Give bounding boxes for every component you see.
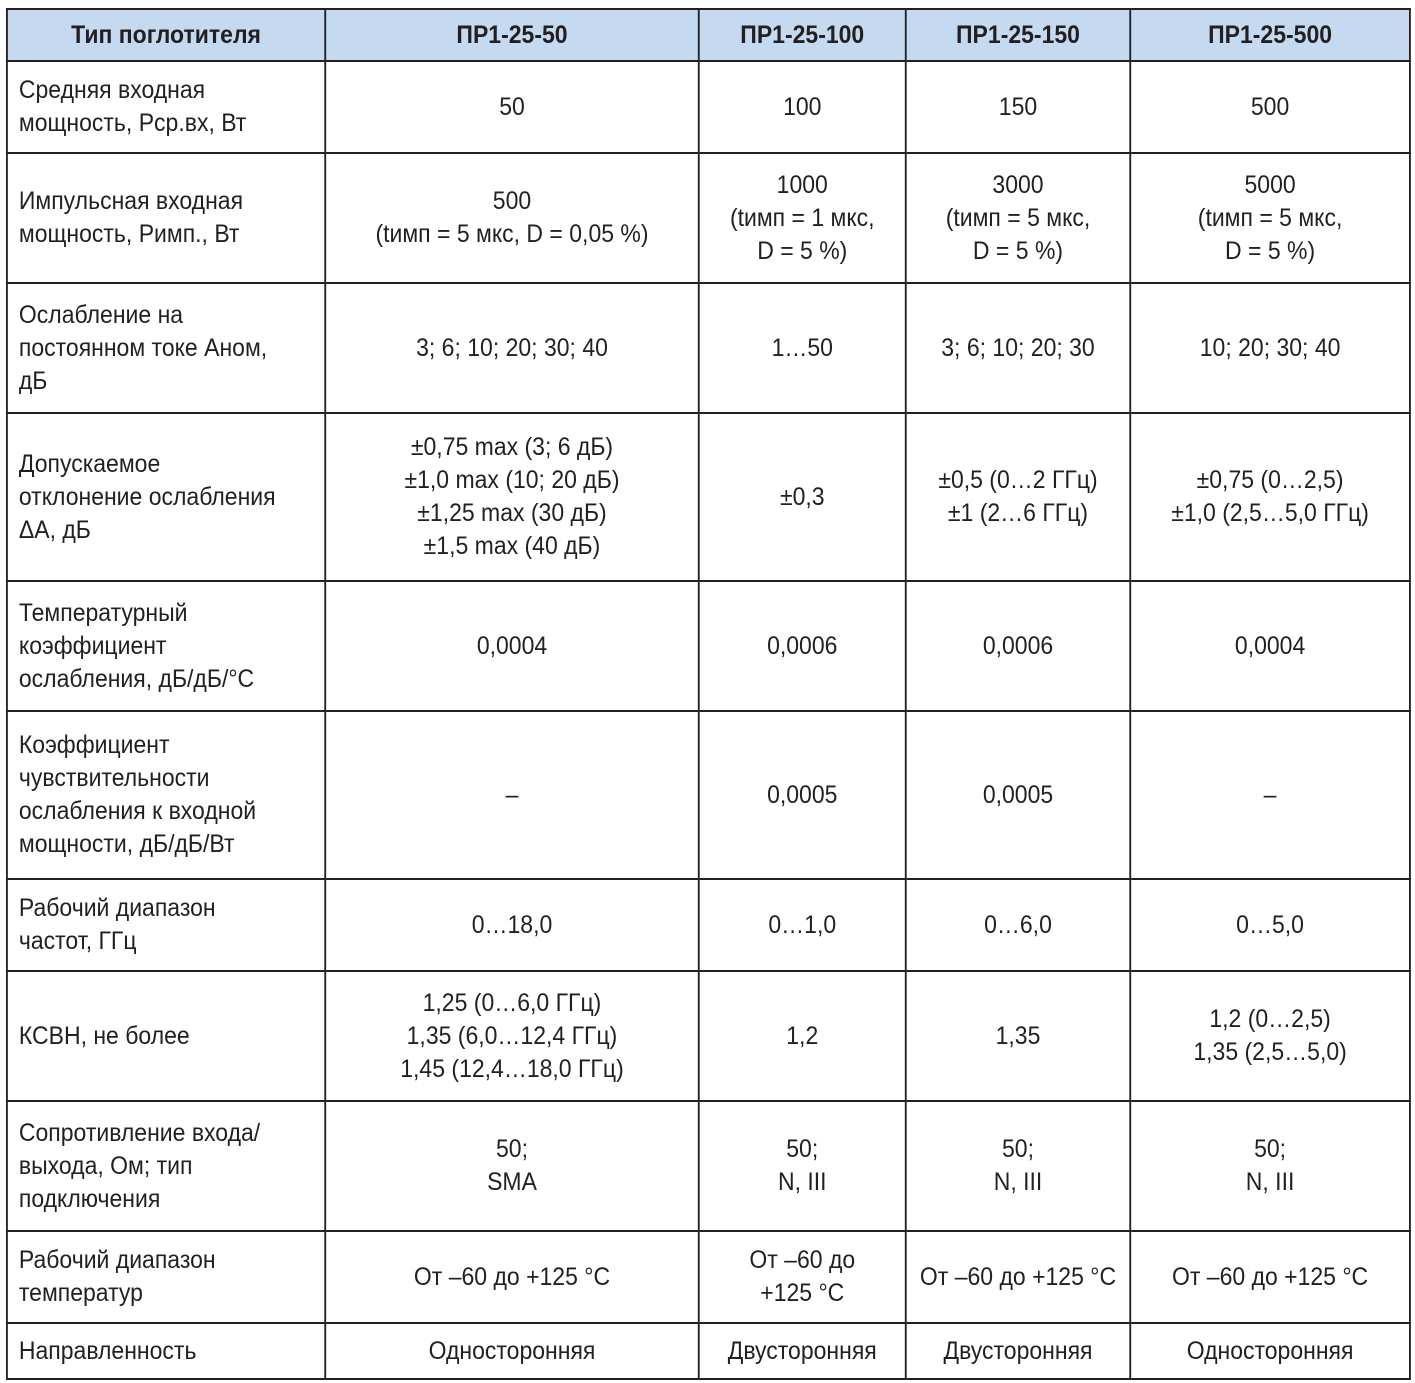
value-text: 0…18,0 bbox=[471, 910, 553, 939]
table-row bbox=[7, 879, 1410, 971]
value-cell bbox=[906, 711, 1130, 879]
param-text: Сопротивление входа/ bbox=[18, 1118, 261, 1147]
value-cell bbox=[1130, 283, 1410, 413]
value-text: (tимп = 5 мкс, bbox=[1197, 203, 1343, 232]
value-text: N, III bbox=[1245, 1168, 1295, 1196]
value-cell bbox=[325, 1101, 699, 1231]
value-text: 1,35 (2,5…5,0) bbox=[1193, 1038, 1347, 1066]
value-cell bbox=[699, 413, 906, 581]
param-text: Импульсная входная bbox=[18, 187, 244, 215]
param-text: частот, ГГц bbox=[18, 927, 137, 955]
table-row bbox=[7, 413, 1410, 581]
value-cell bbox=[699, 153, 906, 283]
value-cell bbox=[1130, 711, 1410, 879]
value-text: ±0,5 (0…2 ГГц) bbox=[938, 466, 1098, 494]
table-body bbox=[7, 61, 1410, 1379]
value-cell bbox=[699, 711, 906, 879]
value-text: ±1,0 max (10; 20 дБ) bbox=[404, 466, 620, 494]
value-text: 1000 bbox=[776, 170, 828, 199]
header-model-pr1-25-500: ПР1-25-500 bbox=[1130, 9, 1410, 61]
param-cell bbox=[7, 1101, 325, 1231]
value-cell bbox=[699, 971, 906, 1101]
value-text: 3; 6; 10; 20; 30 bbox=[941, 333, 1095, 362]
value-cell bbox=[1130, 153, 1410, 283]
value-text: 1…50 bbox=[771, 333, 833, 362]
value-cell bbox=[325, 971, 699, 1101]
value-cell bbox=[325, 1323, 699, 1379]
param-cell bbox=[7, 1323, 325, 1379]
param-cell bbox=[7, 283, 325, 413]
table-row bbox=[7, 61, 1410, 153]
value-cell bbox=[699, 1323, 906, 1379]
param-text: мощность, Pимп., Вт bbox=[18, 220, 240, 248]
value-text: 50; bbox=[1254, 1135, 1287, 1163]
param-cell bbox=[7, 879, 325, 971]
param-text: Рабочий диапазон bbox=[18, 894, 216, 922]
value-cell bbox=[1130, 581, 1410, 711]
header-absorber-type: Тип поглотителя bbox=[7, 9, 325, 61]
value-text: 3; 6; 10; 20; 30; 40 bbox=[416, 333, 608, 362]
param-cell bbox=[7, 61, 325, 153]
value-text: ±0,3 bbox=[779, 482, 825, 511]
value-text: 500 bbox=[492, 187, 532, 215]
table-row bbox=[7, 1101, 1410, 1231]
table-row bbox=[7, 581, 1410, 711]
value-cell bbox=[699, 1231, 906, 1323]
value-text: 1,45 (12,4…18,0 ГГц) bbox=[400, 1054, 624, 1083]
value-text: От –60 до +125 °С bbox=[413, 1262, 611, 1291]
value-text: Двусторонняя bbox=[727, 1336, 877, 1365]
param-text: дБ bbox=[18, 366, 48, 395]
value-cell bbox=[325, 1231, 699, 1323]
value-cell bbox=[325, 879, 699, 971]
value-text: ±1,5 max (40 дБ) bbox=[423, 532, 601, 560]
param-text: Направленность bbox=[18, 1336, 197, 1365]
value-text: ±1,25 max (30 дБ) bbox=[417, 499, 607, 527]
value-cell bbox=[906, 581, 1130, 711]
value-text: (tимп = 5 мкс, D = 0,05 %) bbox=[375, 220, 649, 248]
value-cell bbox=[699, 581, 906, 711]
value-text: 0,0004 bbox=[476, 631, 548, 660]
param-text: ослабления к входной bbox=[18, 797, 257, 825]
value-cell bbox=[1130, 61, 1410, 153]
value-text: 1,2 bbox=[786, 1021, 819, 1050]
param-text: Допускаемое bbox=[18, 449, 161, 478]
value-cell bbox=[325, 413, 699, 581]
param-cell bbox=[7, 581, 325, 711]
value-text: 0,0005 bbox=[767, 780, 838, 809]
value-text: 0,0004 bbox=[1234, 631, 1306, 660]
param-text: КСВН, не более bbox=[18, 1021, 190, 1050]
param-cell bbox=[7, 1231, 325, 1323]
value-cell bbox=[1130, 1323, 1410, 1379]
table-row bbox=[7, 153, 1410, 283]
param-text: Средняя входная bbox=[18, 76, 206, 104]
param-text: коэффициент bbox=[18, 631, 167, 660]
value-text: 50; bbox=[1002, 1135, 1034, 1163]
table-row bbox=[7, 971, 1410, 1101]
value-text: D = 5 %) bbox=[757, 236, 848, 265]
value-text: N, III bbox=[777, 1168, 827, 1196]
value-text: (tимп = 5 мкс, bbox=[945, 203, 1091, 232]
value-cell bbox=[1130, 1231, 1410, 1323]
value-text: 0,0005 bbox=[982, 780, 1054, 809]
value-cell bbox=[906, 153, 1130, 283]
value-text: 150 bbox=[998, 92, 1038, 121]
param-text: ΔA, дБ bbox=[18, 515, 91, 544]
value-text: 50 bbox=[499, 92, 525, 121]
param-text: чувствительности bbox=[18, 764, 210, 792]
value-cell bbox=[1130, 879, 1410, 971]
value-text: От –60 до +125 °С bbox=[1171, 1262, 1369, 1291]
value-text: 0…5,0 bbox=[1236, 910, 1304, 939]
param-cell bbox=[7, 153, 325, 283]
value-cell bbox=[906, 413, 1130, 581]
value-text: ±0,75 (0…2,5) bbox=[1196, 466, 1344, 494]
value-text: 50; bbox=[496, 1135, 528, 1163]
param-text: Температурный bbox=[18, 598, 188, 627]
header-model-pr1-25-100: ПР1-25-100 bbox=[699, 9, 906, 61]
value-text: 5000 bbox=[1244, 170, 1296, 199]
value-text: 0…1,0 bbox=[768, 910, 837, 939]
table-row bbox=[7, 283, 1410, 413]
param-text: отклонение ослабления bbox=[18, 482, 276, 511]
param-text: ослабления, дБ/дБ/°С bbox=[18, 664, 255, 693]
value-text: – bbox=[505, 780, 519, 809]
param-text: мощность, Pср.вх, Вт bbox=[18, 109, 247, 137]
value-text: 3000 bbox=[992, 170, 1044, 199]
value-text: D = 5 %) bbox=[972, 236, 1064, 265]
value-text: 0,0006 bbox=[767, 631, 838, 660]
value-cell bbox=[325, 61, 699, 153]
value-cell bbox=[699, 283, 906, 413]
value-text: 1,25 (0…6,0 ГГц) bbox=[422, 988, 602, 1017]
param-text: мощности, дБ/дБ/Вт bbox=[18, 830, 235, 858]
value-text: 100 bbox=[783, 92, 822, 121]
value-text: (tимп = 1 мкс, bbox=[729, 203, 875, 232]
value-text: +125 °С bbox=[760, 1279, 845, 1307]
value-text: От –60 до +125 °С bbox=[919, 1262, 1117, 1291]
value-text: Односторонняя bbox=[1186, 1336, 1354, 1365]
value-text: 10; 20; 30; 40 bbox=[1199, 333, 1341, 362]
table-row bbox=[7, 1231, 1410, 1323]
value-text: ±1 (2…6 ГГц) bbox=[947, 499, 1089, 527]
value-text: 1,2 (0…2,5) bbox=[1209, 1005, 1331, 1033]
param-cell bbox=[7, 711, 325, 879]
value-text: ±1,0 (2,5…5,0 ГГц) bbox=[1171, 499, 1369, 527]
value-text: D = 5 %) bbox=[1225, 236, 1316, 265]
value-text: Односторонняя bbox=[428, 1336, 596, 1365]
param-text: выхода, Ом; тип bbox=[18, 1151, 193, 1180]
value-cell bbox=[906, 879, 1130, 971]
value-cell bbox=[906, 1231, 1130, 1323]
value-text: 0…6,0 bbox=[984, 910, 1052, 939]
table-row bbox=[7, 711, 1410, 879]
table-row bbox=[7, 1323, 1410, 1379]
spec-table bbox=[6, 8, 1411, 1380]
param-cell bbox=[7, 971, 325, 1101]
value-text: 0,0006 bbox=[982, 631, 1054, 660]
value-text: 1,35 (6,0…12,4 ГГц) bbox=[406, 1021, 618, 1050]
value-cell bbox=[906, 1323, 1130, 1379]
header-model-pr1-25-50: ПР1-25-50 bbox=[325, 9, 699, 61]
param-text: температур bbox=[18, 1279, 143, 1307]
value-text: SMA bbox=[487, 1168, 537, 1196]
value-text: От –60 до bbox=[749, 1246, 856, 1274]
param-text: подключения bbox=[18, 1184, 161, 1213]
value-cell bbox=[699, 61, 906, 153]
value-cell bbox=[906, 283, 1130, 413]
value-cell bbox=[325, 581, 699, 711]
value-cell bbox=[325, 711, 699, 879]
param-text: Коэффициент bbox=[18, 731, 170, 759]
value-cell bbox=[906, 1101, 1130, 1231]
header-row bbox=[7, 9, 1410, 61]
value-cell bbox=[325, 153, 699, 283]
value-cell bbox=[699, 879, 906, 971]
value-text: – bbox=[1263, 780, 1277, 809]
value-text: ±0,75 max (3; 6 дБ) bbox=[410, 433, 614, 461]
header-model-pr1-25-150: ПР1-25-150 bbox=[906, 9, 1130, 61]
value-text: N, III bbox=[993, 1168, 1043, 1196]
param-cell bbox=[7, 413, 325, 581]
param-text: Рабочий диапазон bbox=[18, 1246, 216, 1274]
value-text: 50; bbox=[786, 1135, 819, 1163]
value-text: Двусторонняя bbox=[943, 1336, 1093, 1365]
param-text: постоянном токе Aном, bbox=[18, 333, 268, 362]
value-cell bbox=[699, 1101, 906, 1231]
value-text: 1,35 bbox=[995, 1021, 1041, 1050]
value-text: 500 bbox=[1250, 92, 1290, 121]
value-cell bbox=[1130, 971, 1410, 1101]
value-cell bbox=[906, 61, 1130, 153]
value-cell bbox=[325, 283, 699, 413]
value-cell bbox=[1130, 413, 1410, 581]
value-cell bbox=[906, 971, 1130, 1101]
param-text: Ослабление на bbox=[18, 300, 184, 329]
value-cell bbox=[1130, 1101, 1410, 1231]
